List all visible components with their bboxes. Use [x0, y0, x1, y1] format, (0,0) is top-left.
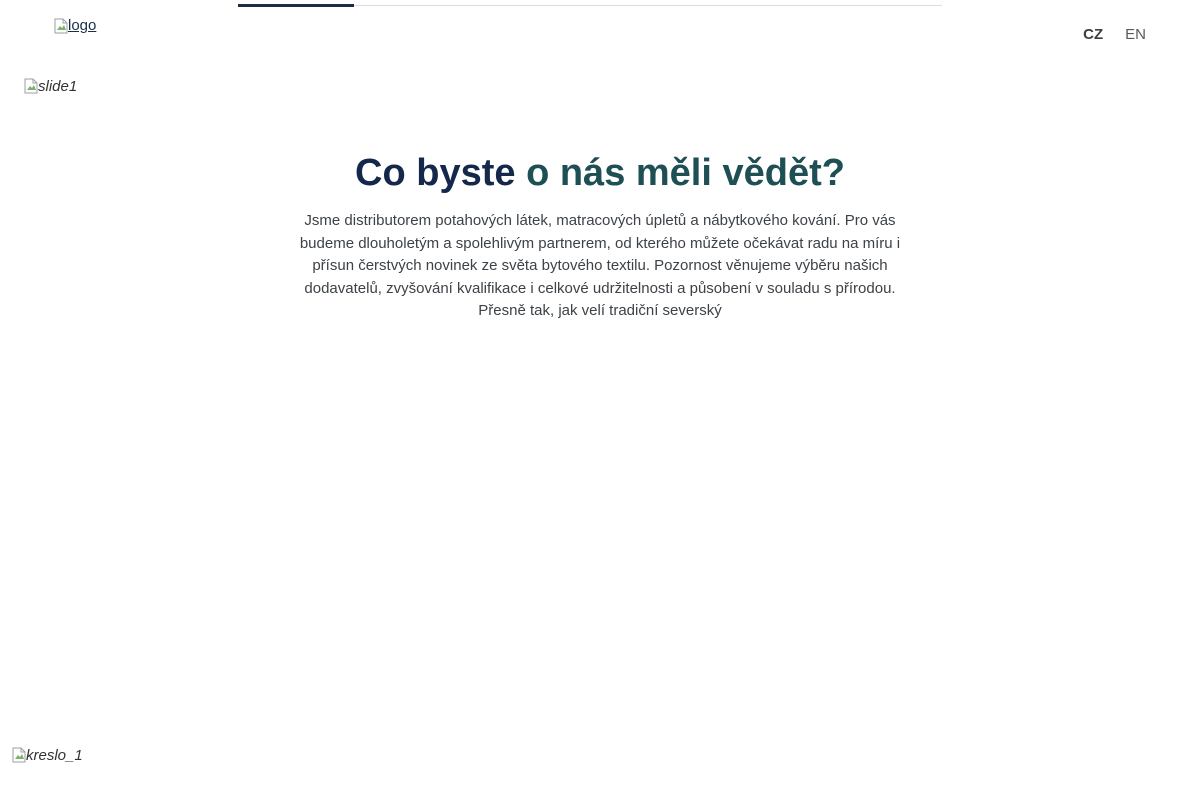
broken-image-icon	[54, 18, 68, 34]
slide-image-alt: slide1	[38, 78, 78, 95]
language-switch	[1083, 26, 1146, 43]
armchair-image-alt: kreslo_1	[26, 747, 83, 764]
slider-progress-track	[238, 5, 942, 6]
slider-progress-fill	[238, 4, 354, 7]
headline-part-1: Co byste	[355, 152, 516, 194]
logo-link[interactable]	[54, 17, 96, 34]
about-headline	[0, 150, 1200, 196]
logo-alt-text: logo	[68, 17, 97, 34]
language-en[interactable]: EN	[1125, 26, 1146, 43]
about-text: Jsme distributorem potahových látek, matracových úpletů a nábytkového kování. Pro vás budeme dlouholetým a spolehlivým partnerem, od kterého můžete očekávat radu na míru i přísun čerstvých novinek ze světa bytového textilu. Pozornost věnujeme výběru našich dodavatelů, zvyšování kvalifikace i celkové udržitelnosti a působení v souladu s přírodou. Přesně tak, jak velí tradiční severský	[299, 212, 901, 319]
headline-part-2: o nás měli vědět?	[526, 152, 845, 194]
armchair-image	[12, 747, 83, 764]
broken-image-icon	[24, 78, 38, 94]
slide-image	[24, 78, 77, 95]
broken-image-icon	[12, 747, 26, 763]
language-cz[interactable]: CZ	[1083, 26, 1104, 43]
